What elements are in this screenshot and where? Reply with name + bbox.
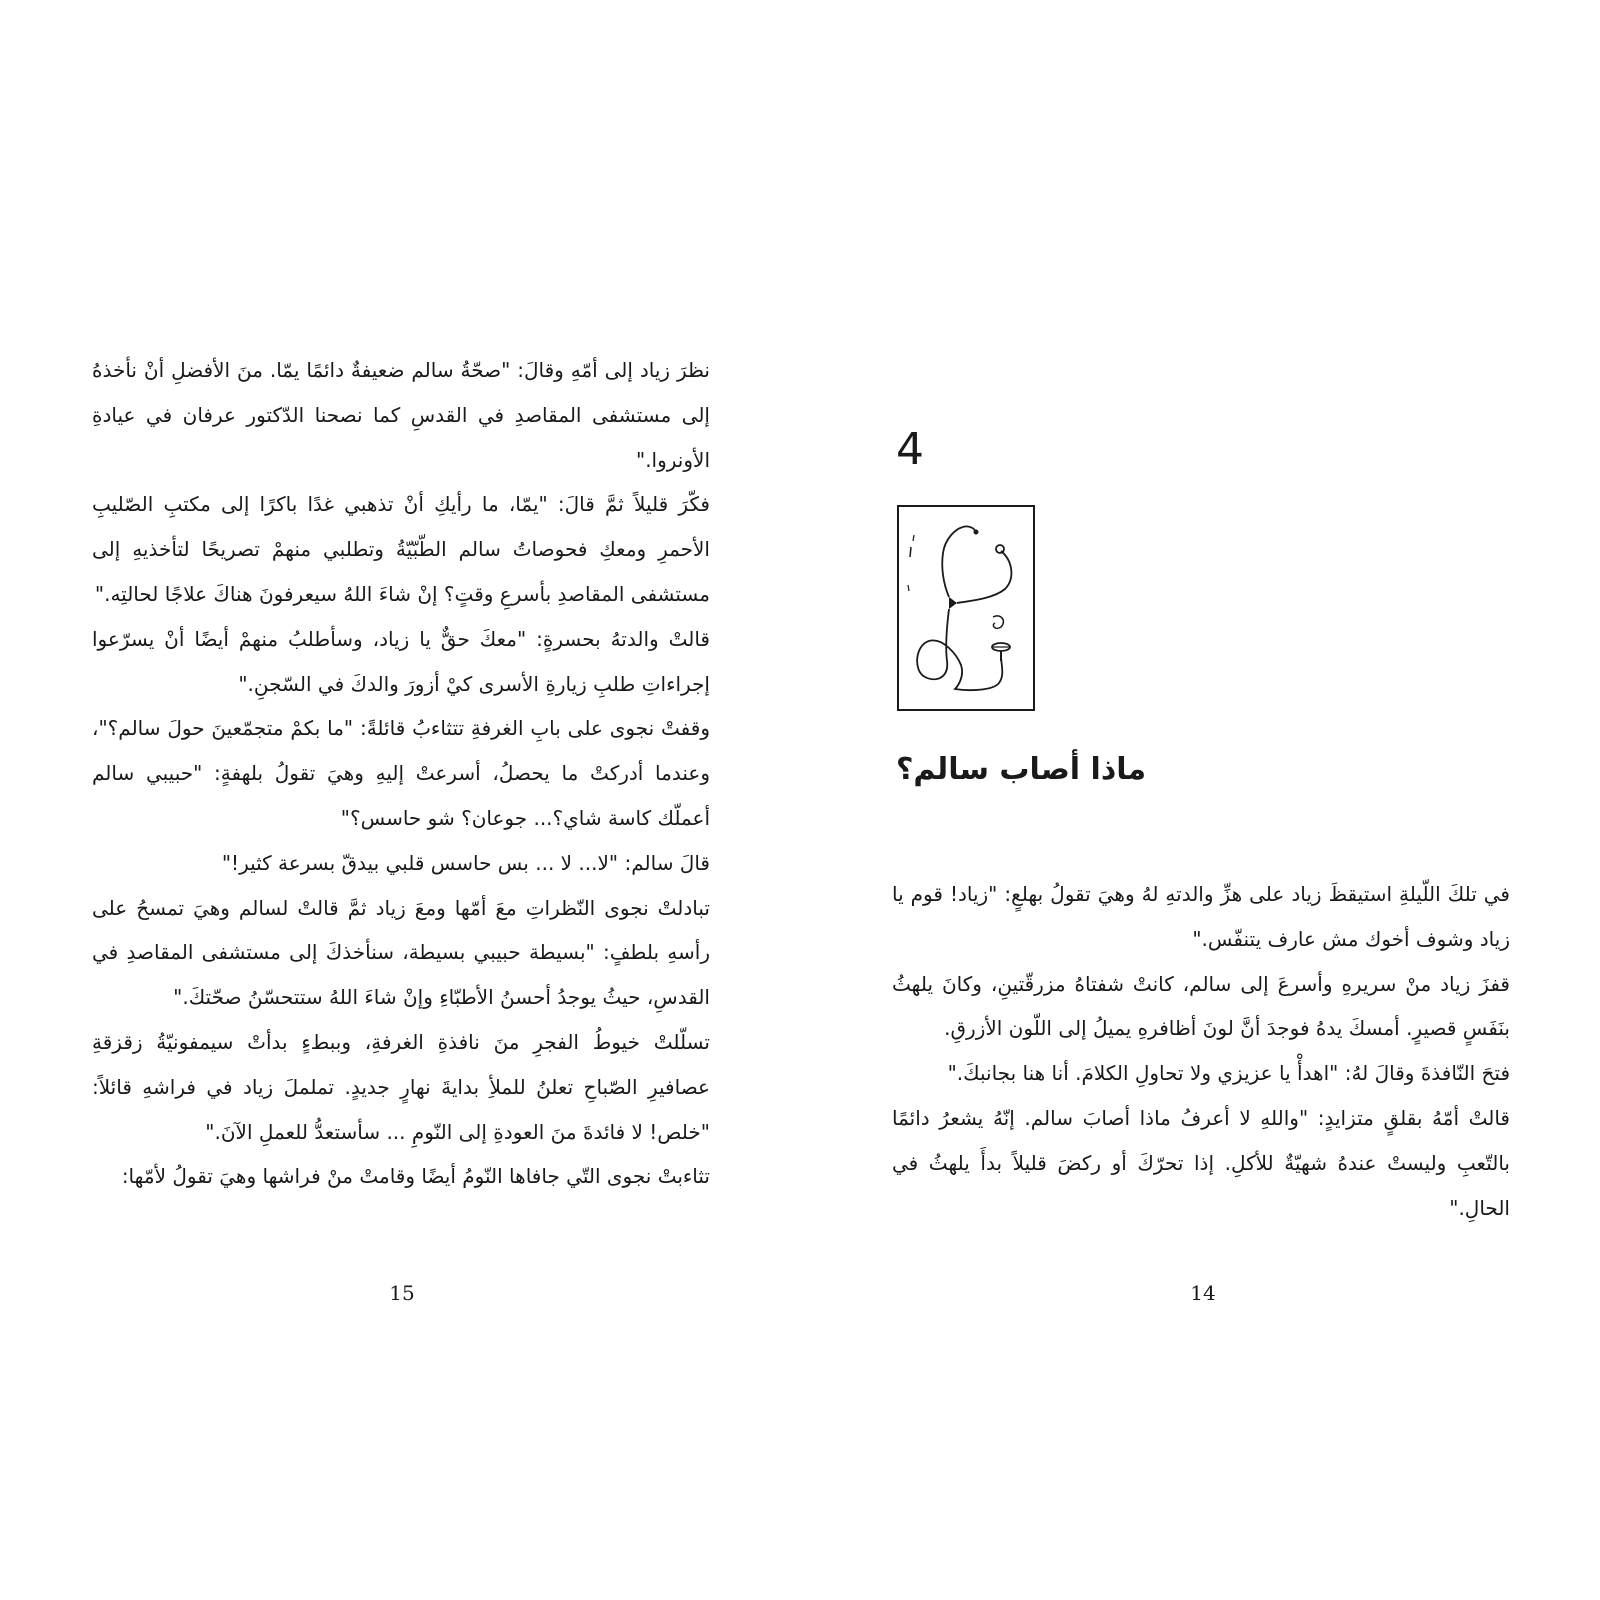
paragraph: فتحَ النّافذةَ وقالَ لهُ: "اهدأْ يا عزيزي ولا تحاولِ الكلامَ. أنا هنا بجانبكَ."	[947, 1061, 1510, 1086]
paragraph: وقفتْ نجوى على بابِ الغرفةِ تتثاءبُ قائلةً: "ما بكمْ متجمّعينَ حولَ سالم؟"، وعندما أدركتْ ما يحصلُ، أسرعتْ إليهِ وهيَ تقولُ بلهفةٍ: "حبيبي سالم أعملّك كاسة شاي؟... جوعان؟ شو حاسس؟"	[92, 716, 710, 830]
paragraph: قالَ سالم: "لا... لا ... بس حاسس قلبي بيدقّ بسرعة كثير!"	[221, 850, 710, 875]
stethoscope-illustration-icon	[897, 505, 1037, 715]
chapter-number: 4	[896, 424, 924, 475]
paragraph: تسلّلتْ خيوطُ الفجرِ منَ نافذةِ الغرفةِ، وببطءٍ بدأتْ سيمفونيّةُ زقزقةِ عصافيرِ الصّباحِ تعلنُ للملأِ بدايةَ نهارٍ جديدٍ. تململَ زياد في فراشهِ قائلاً: "خلص! لا فائدةَ منَ العودةِ إلى النّومِ ... سأستعدُّ للعملِ الآنَ."	[92, 1029, 710, 1144]
paragraph: قفزَ زياد منْ سريرهِ وأسرعَ إلى سالم، كانتْ شفتاهُ مزرقّتينِ، وكانَ يلهثُ بنَفَسٍ قصيرٍ. أمسكَ يدهُ فوجدَ أنَّ لونَ أظافرهِ يميلُ إلى اللّون الأزرقِ.	[892, 971, 1510, 1041]
paragraph: فكّرَ قليلاً ثمَّ قالَ: "يمّا، ما رأيكِ أنْ تذهبي غدًا باكرًا إلى مكتبِ الصّليبِ الأحمرِ ومعكِ فحوصاتُ سالم الطّبّيّةُ وتطلبي منهمْ تصريحًا لتأخذيهِ إلى مستشفى المقاصدِ بأسرعِ وقتٍ؟ إنْ شاءَ اللهُ سيعرفونَ هناكَ علاجًا لحالتِه."	[92, 492, 710, 606]
page-number: 14	[1190, 1281, 1216, 1305]
paragraph: تبادلتْ نجوى النّظراتِ معَ أمّها ومعَ زياد ثمَّ قالتْ لسالم وهيَ تمسحُ على رأسهِ بلطفٍ: "بسيطة حبيبي بسيطة، سنأخذكَ إلى مستشفى المقاصدِ في القدسِ، حيثُ يوجدُ أحسنُ الأطبّاءِ وإنْ شاءَ اللهُ ستتحسّنُ صحّتكَ."	[92, 895, 710, 1010]
right-page-body-text	[892, 872, 1510, 1230]
paragraph: نظرَ زياد إلى أمّهِ وقالَ: "صحّةُ سالم ضعيفةٌ دائمًا يمّا. منَ الأفضلِ أنْ نأخذهُ إلى مستشفى المقاصدِ في القدسِ كما نصحنا الدّكتور عرفان في عيادةِ الأونروا."	[92, 358, 710, 472]
chapter-title: ماذا أصاب سالم؟	[896, 752, 1147, 787]
paragraph: في تلكَ اللّيلةِ استيقظَ زياد على هزِّ والدتهِ لهُ وهيَ تقولُ بهلعٍ: "زياد! قوم يا زياد وشوف أخوك مش عارف يتنفّس."	[892, 882, 1510, 951]
paragraph: قالتْ أمّهُ بقلقٍ متزايدٍ: "واللهِ لا أعرفُ ماذا أصابَ سالم. إنّهُ يشعرُ دائمًا بالتّعبِ وليستْ عندهُ شهيّةٌ للأكلِ. إذا تحرّكَ أو ركضَ قليلاً بدأَ يلهثُ في الحالِ."	[892, 1105, 1510, 1220]
left-page-body-text	[92, 348, 710, 1199]
right-page	[800, 0, 1600, 1600]
paragraph: تثاءبتْ نجوى التّي جافاها النّومُ أيضًا وقامتْ منْ فراشها وهيَ تقولُ لأمّها:	[121, 1164, 710, 1189]
page-number: 15	[389, 1281, 415, 1305]
paragraph: قالتْ والدتهُ بحسرةٍ: "معكَ حقٌّ يا زياد، وسأطلبُ منهمْ أيضًا أنْ يسرّعوا إجراءاتِ طلبِ زيارةِ الأسرى كيْ أزورَ والدكَ في السّجنِ."	[92, 626, 710, 696]
